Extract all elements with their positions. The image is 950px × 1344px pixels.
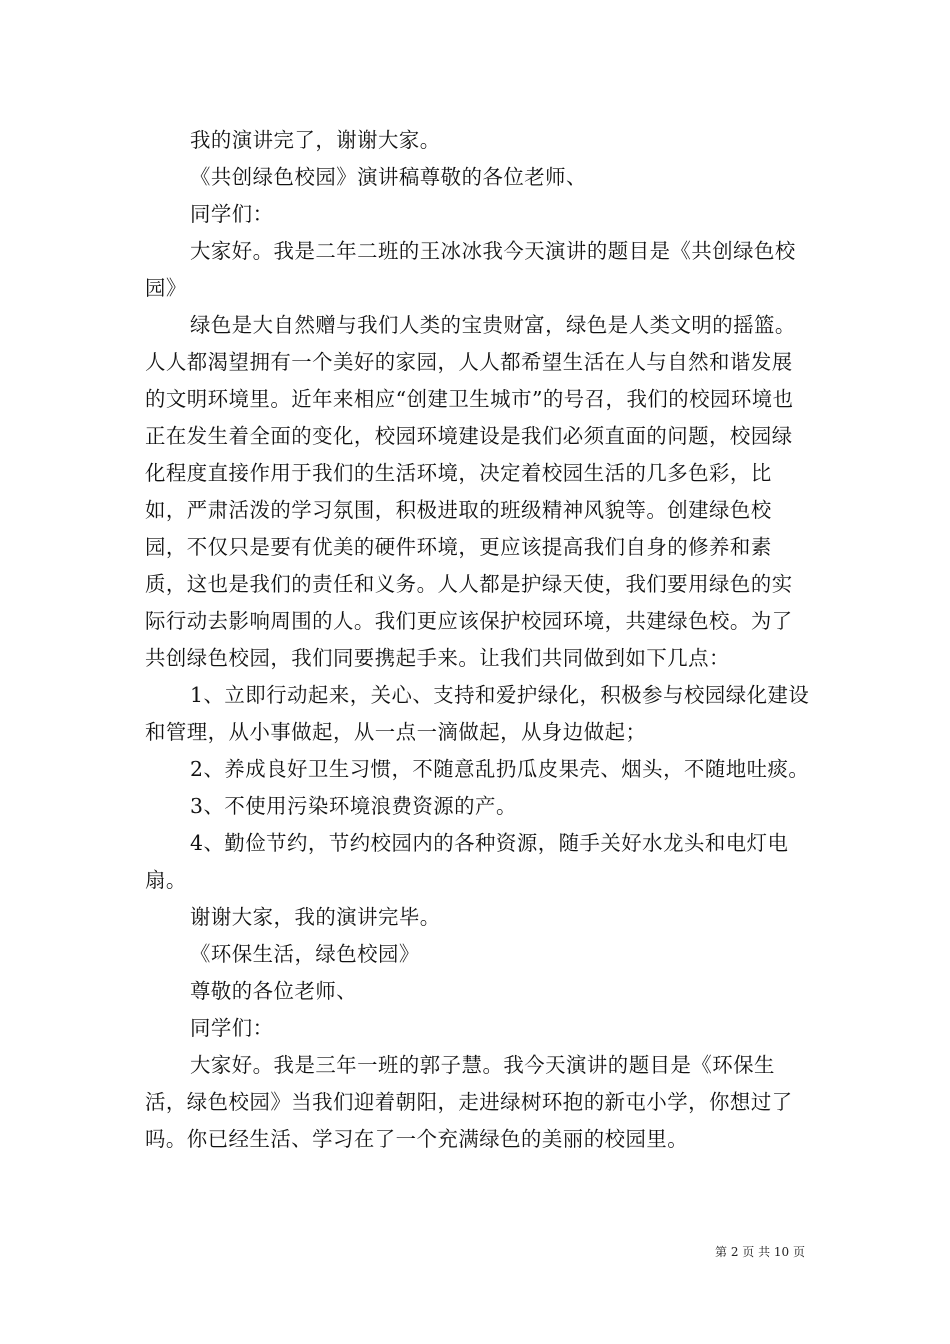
paragraph-closing-1: 我的演讲完了，谢谢大家。 (190, 128, 441, 152)
paragraph-intro-2: 大家好。我是三年一班的郭子慧。我今天演讲的题目是《环保生活，绿色校园》当我们迎着朝阳，走进绿树环抱的新屯小学，你想过了吗。你已经生活、学习在了一个充满绿色的美丽的校园里。 (145, 1053, 793, 1151)
paragraph-closing-2: 谢谢大家，我的演讲完毕。 (190, 905, 441, 929)
paragraph-point-2: 2、养成良好卫生习惯，不随意乱扔瓜皮果壳、烟头，不随地吐痰。 (190, 757, 810, 781)
paragraph-greeting-1: 同学们： (190, 202, 274, 226)
paragraph-body-1: 绿色是大自然赠与我们人类的宝贵财富，绿色是人类文明的摇篮。人人都渴望拥有一个美好的家园，人人都希望生活在人与自然和谐发展的文明环境里。近年来相应“创建卫生城市”的号召，我们的校园环境也正在发生着全面的变化，校园环境建设是我们必须直面的问题，校园绿化程度直接作用于我们的生活环境，决定着校园生活的几多色彩，比如，严肃活泼的学习氛围，积极进取的班级精神风貌等。创建绿色校园，不仅只是要有优美的硬件环境，更应该提高我们自身的修养和素质，这也是我们的责任和义务。人人都是护绿天使，我们要用绿色的实际行动去影响周围的人。我们更应该保护校园环境，共建绿色校。为了共创绿色校园，我们同要携起手来。让我们共同做到如下几点： (145, 313, 796, 670)
paragraph-title-1: 《共创绿色校园》演讲稿尊敬的各位老师、 (190, 165, 587, 189)
paragraph-point-4: 4、勤俭节约，节约校园内的各种资源，随手关好水龙头和电灯电扇。 (145, 831, 789, 892)
paragraph-point-1: 1、立即行动起来，关心、支持和爱护绿化，积极参与校园绿化建设和管理，从小事做起，从一点一滴做起，从身边做起； (145, 683, 810, 744)
document-body (145, 122, 810, 1158)
paragraph-point-3: 3、不使用污染环境浪费资源的产。 (190, 794, 517, 818)
paragraph-intro-1: 大家好。我是二年二班的王冰冰我今天演讲的题目是《共创绿色校园》 (145, 239, 796, 300)
page-number-footer: 第 2 页 共 10 页 (715, 1245, 805, 1259)
paragraph-title-2: 《环保生活，绿色校园》 (190, 942, 420, 966)
paragraph-greeting-2b: 同学们： (190, 1016, 274, 1040)
paragraph-greeting-2a: 尊敬的各位老师、 (190, 979, 358, 1003)
